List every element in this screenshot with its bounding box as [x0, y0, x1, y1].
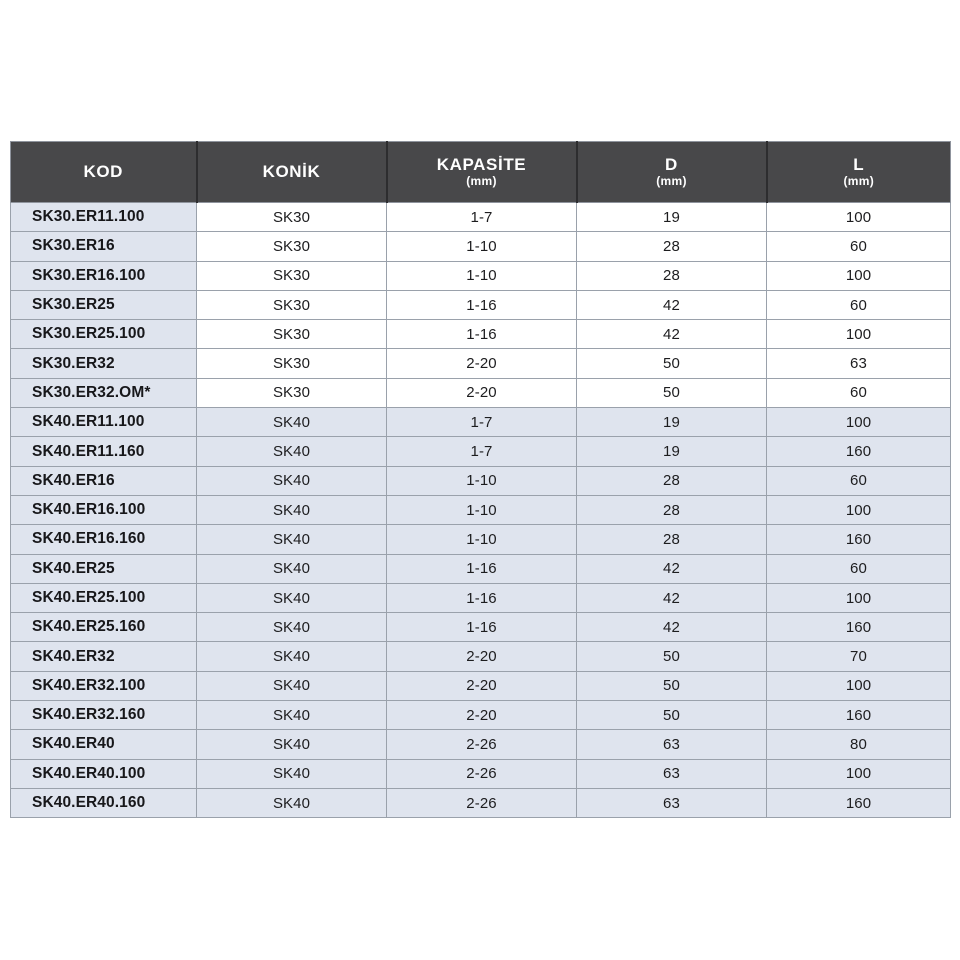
- cell-d: 63: [577, 788, 767, 817]
- cell-d: 28: [577, 232, 767, 261]
- cell-kapasite: 1-7: [387, 408, 577, 437]
- spec-table-container: [10, 141, 950, 818]
- table-row: [11, 378, 951, 407]
- column-header-label: KOD: [83, 161, 124, 181]
- table-row: [11, 437, 951, 466]
- table-row: [11, 788, 951, 817]
- cell-konik: SK40: [197, 730, 387, 759]
- table-row: [11, 701, 951, 730]
- cell-d: 42: [577, 320, 767, 349]
- cell-l: 60: [767, 232, 951, 261]
- cell-konik: SK30: [197, 232, 387, 261]
- cell-kod: SK40.ER11.160: [11, 437, 197, 466]
- cell-d: 19: [577, 203, 767, 232]
- cell-kapasite: 1-7: [387, 437, 577, 466]
- cell-l: 63: [767, 349, 951, 378]
- column-header-unit: (mm): [843, 174, 875, 189]
- cell-kod: SK40.ER32.160: [11, 701, 197, 730]
- column-header-label: L: [853, 154, 865, 174]
- cell-konik: SK40: [197, 701, 387, 730]
- cell-kapasite: 2-20: [387, 642, 577, 671]
- cell-konik: SK30: [197, 320, 387, 349]
- cell-kod: SK40.ER11.100: [11, 408, 197, 437]
- cell-konik: SK40: [197, 525, 387, 554]
- cell-d: 42: [577, 290, 767, 319]
- cell-l: 100: [767, 583, 951, 612]
- cell-l: 80: [767, 730, 951, 759]
- table-row: [11, 203, 951, 232]
- cell-kapasite: 2-26: [387, 788, 577, 817]
- table-row: [11, 759, 951, 788]
- cell-konik: SK30: [197, 203, 387, 232]
- cell-l: 160: [767, 437, 951, 466]
- cell-konik: SK40: [197, 408, 387, 437]
- cell-l: 160: [767, 701, 951, 730]
- cell-kapasite: 2-20: [387, 671, 577, 700]
- cell-kapasite: 2-20: [387, 701, 577, 730]
- cell-l: 100: [767, 261, 951, 290]
- table-row: [11, 232, 951, 261]
- cell-l: 60: [767, 290, 951, 319]
- table-row: [11, 583, 951, 612]
- cell-l: 100: [767, 408, 951, 437]
- table-row: [11, 349, 951, 378]
- table-row: [11, 466, 951, 495]
- cell-l: 100: [767, 671, 951, 700]
- cell-kod: SK40.ER25: [11, 554, 197, 583]
- cell-konik: SK40: [197, 788, 387, 817]
- column-header-label: KONİK: [262, 161, 321, 181]
- cell-konik: SK40: [197, 759, 387, 788]
- cell-konik: SK40: [197, 554, 387, 583]
- cell-konik: SK40: [197, 642, 387, 671]
- cell-kod: SK40.ER32.100: [11, 671, 197, 700]
- cell-l: 100: [767, 320, 951, 349]
- cell-d: 28: [577, 261, 767, 290]
- cell-kapasite: 1-16: [387, 320, 577, 349]
- cell-d: 50: [577, 378, 767, 407]
- cell-kapasite: 2-20: [387, 378, 577, 407]
- table-row: [11, 261, 951, 290]
- table-header: [11, 142, 951, 203]
- cell-d: 19: [577, 408, 767, 437]
- cell-d: 42: [577, 554, 767, 583]
- cell-d: 50: [577, 642, 767, 671]
- cell-kod: SK40.ER16: [11, 466, 197, 495]
- table-body: [11, 203, 951, 818]
- cell-kapasite: 1-16: [387, 583, 577, 612]
- cell-l: 100: [767, 203, 951, 232]
- cell-konik: SK40: [197, 466, 387, 495]
- column-header-konik: [197, 142, 387, 203]
- column-header-label: D: [665, 154, 678, 174]
- column-header-label: KAPASİTE: [436, 154, 527, 174]
- column-header-l: [767, 142, 951, 203]
- cell-l: 60: [767, 378, 951, 407]
- cell-d: 28: [577, 466, 767, 495]
- column-header-unit: (mm): [656, 174, 687, 189]
- table-row: [11, 730, 951, 759]
- cell-kapasite: 1-10: [387, 261, 577, 290]
- cell-l: 70: [767, 642, 951, 671]
- cell-kod: SK40.ER32: [11, 642, 197, 671]
- cell-d: 63: [577, 759, 767, 788]
- column-header-d: [577, 142, 767, 203]
- cell-kapasite: 1-16: [387, 290, 577, 319]
- table-row: [11, 525, 951, 554]
- cell-kapasite: 1-10: [387, 466, 577, 495]
- cell-konik: SK40: [197, 671, 387, 700]
- table-row: [11, 495, 951, 524]
- cell-kod: SK40.ER16.160: [11, 525, 197, 554]
- cell-kod: SK30.ER16.100: [11, 261, 197, 290]
- cell-d: 19: [577, 437, 767, 466]
- cell-l: 60: [767, 554, 951, 583]
- cell-kod: SK40.ER40: [11, 730, 197, 759]
- cell-kod: SK30.ER25.100: [11, 320, 197, 349]
- column-header-kod: [11, 142, 197, 203]
- cell-l: 160: [767, 613, 951, 642]
- cell-konik: SK30: [197, 261, 387, 290]
- table-row: [11, 671, 951, 700]
- cell-l: 100: [767, 759, 951, 788]
- column-header-unit: (mm): [466, 174, 497, 189]
- cell-konik: SK40: [197, 495, 387, 524]
- cell-kod: SK40.ER25.160: [11, 613, 197, 642]
- cell-kod: SK40.ER40.160: [11, 788, 197, 817]
- cell-l: 160: [767, 788, 951, 817]
- cell-d: 50: [577, 671, 767, 700]
- cell-kod: SK40.ER16.100: [11, 495, 197, 524]
- cell-kapasite: 2-26: [387, 730, 577, 759]
- cell-kapasite: 2-26: [387, 759, 577, 788]
- table-row: [11, 554, 951, 583]
- cell-d: 50: [577, 349, 767, 378]
- cell-kapasite: 1-7: [387, 203, 577, 232]
- cell-kapasite: 1-10: [387, 232, 577, 261]
- cell-konik: SK30: [197, 378, 387, 407]
- cell-l: 100: [767, 495, 951, 524]
- cell-konik: SK30: [197, 290, 387, 319]
- cell-konik: SK40: [197, 437, 387, 466]
- cell-d: 28: [577, 495, 767, 524]
- cell-d: 42: [577, 613, 767, 642]
- cell-konik: SK40: [197, 613, 387, 642]
- cell-kapasite: 1-16: [387, 554, 577, 583]
- table-row: [11, 320, 951, 349]
- cell-l: 60: [767, 466, 951, 495]
- cell-konik: SK40: [197, 583, 387, 612]
- table-row: [11, 642, 951, 671]
- cell-kod: SK40.ER40.100: [11, 759, 197, 788]
- cell-kod: SK30.ER25: [11, 290, 197, 319]
- table-row: [11, 408, 951, 437]
- cell-konik: SK30: [197, 349, 387, 378]
- product-spec-table: [10, 141, 951, 818]
- cell-kapasite: 1-16: [387, 613, 577, 642]
- cell-d: 42: [577, 583, 767, 612]
- cell-kod: SK30.ER11.100: [11, 203, 197, 232]
- cell-kod: SK30.ER32.OM*: [11, 378, 197, 407]
- cell-kod: SK40.ER25.100: [11, 583, 197, 612]
- cell-d: 63: [577, 730, 767, 759]
- cell-l: 160: [767, 525, 951, 554]
- cell-kapasite: 2-20: [387, 349, 577, 378]
- cell-kod: SK30.ER16: [11, 232, 197, 261]
- cell-kapasite: 1-10: [387, 495, 577, 524]
- cell-kod: SK30.ER32: [11, 349, 197, 378]
- cell-d: 28: [577, 525, 767, 554]
- table-row: [11, 290, 951, 319]
- header-row: [11, 142, 951, 203]
- table-row: [11, 613, 951, 642]
- column-header-kapasite: [387, 142, 577, 203]
- cell-kapasite: 1-10: [387, 525, 577, 554]
- cell-d: 50: [577, 701, 767, 730]
